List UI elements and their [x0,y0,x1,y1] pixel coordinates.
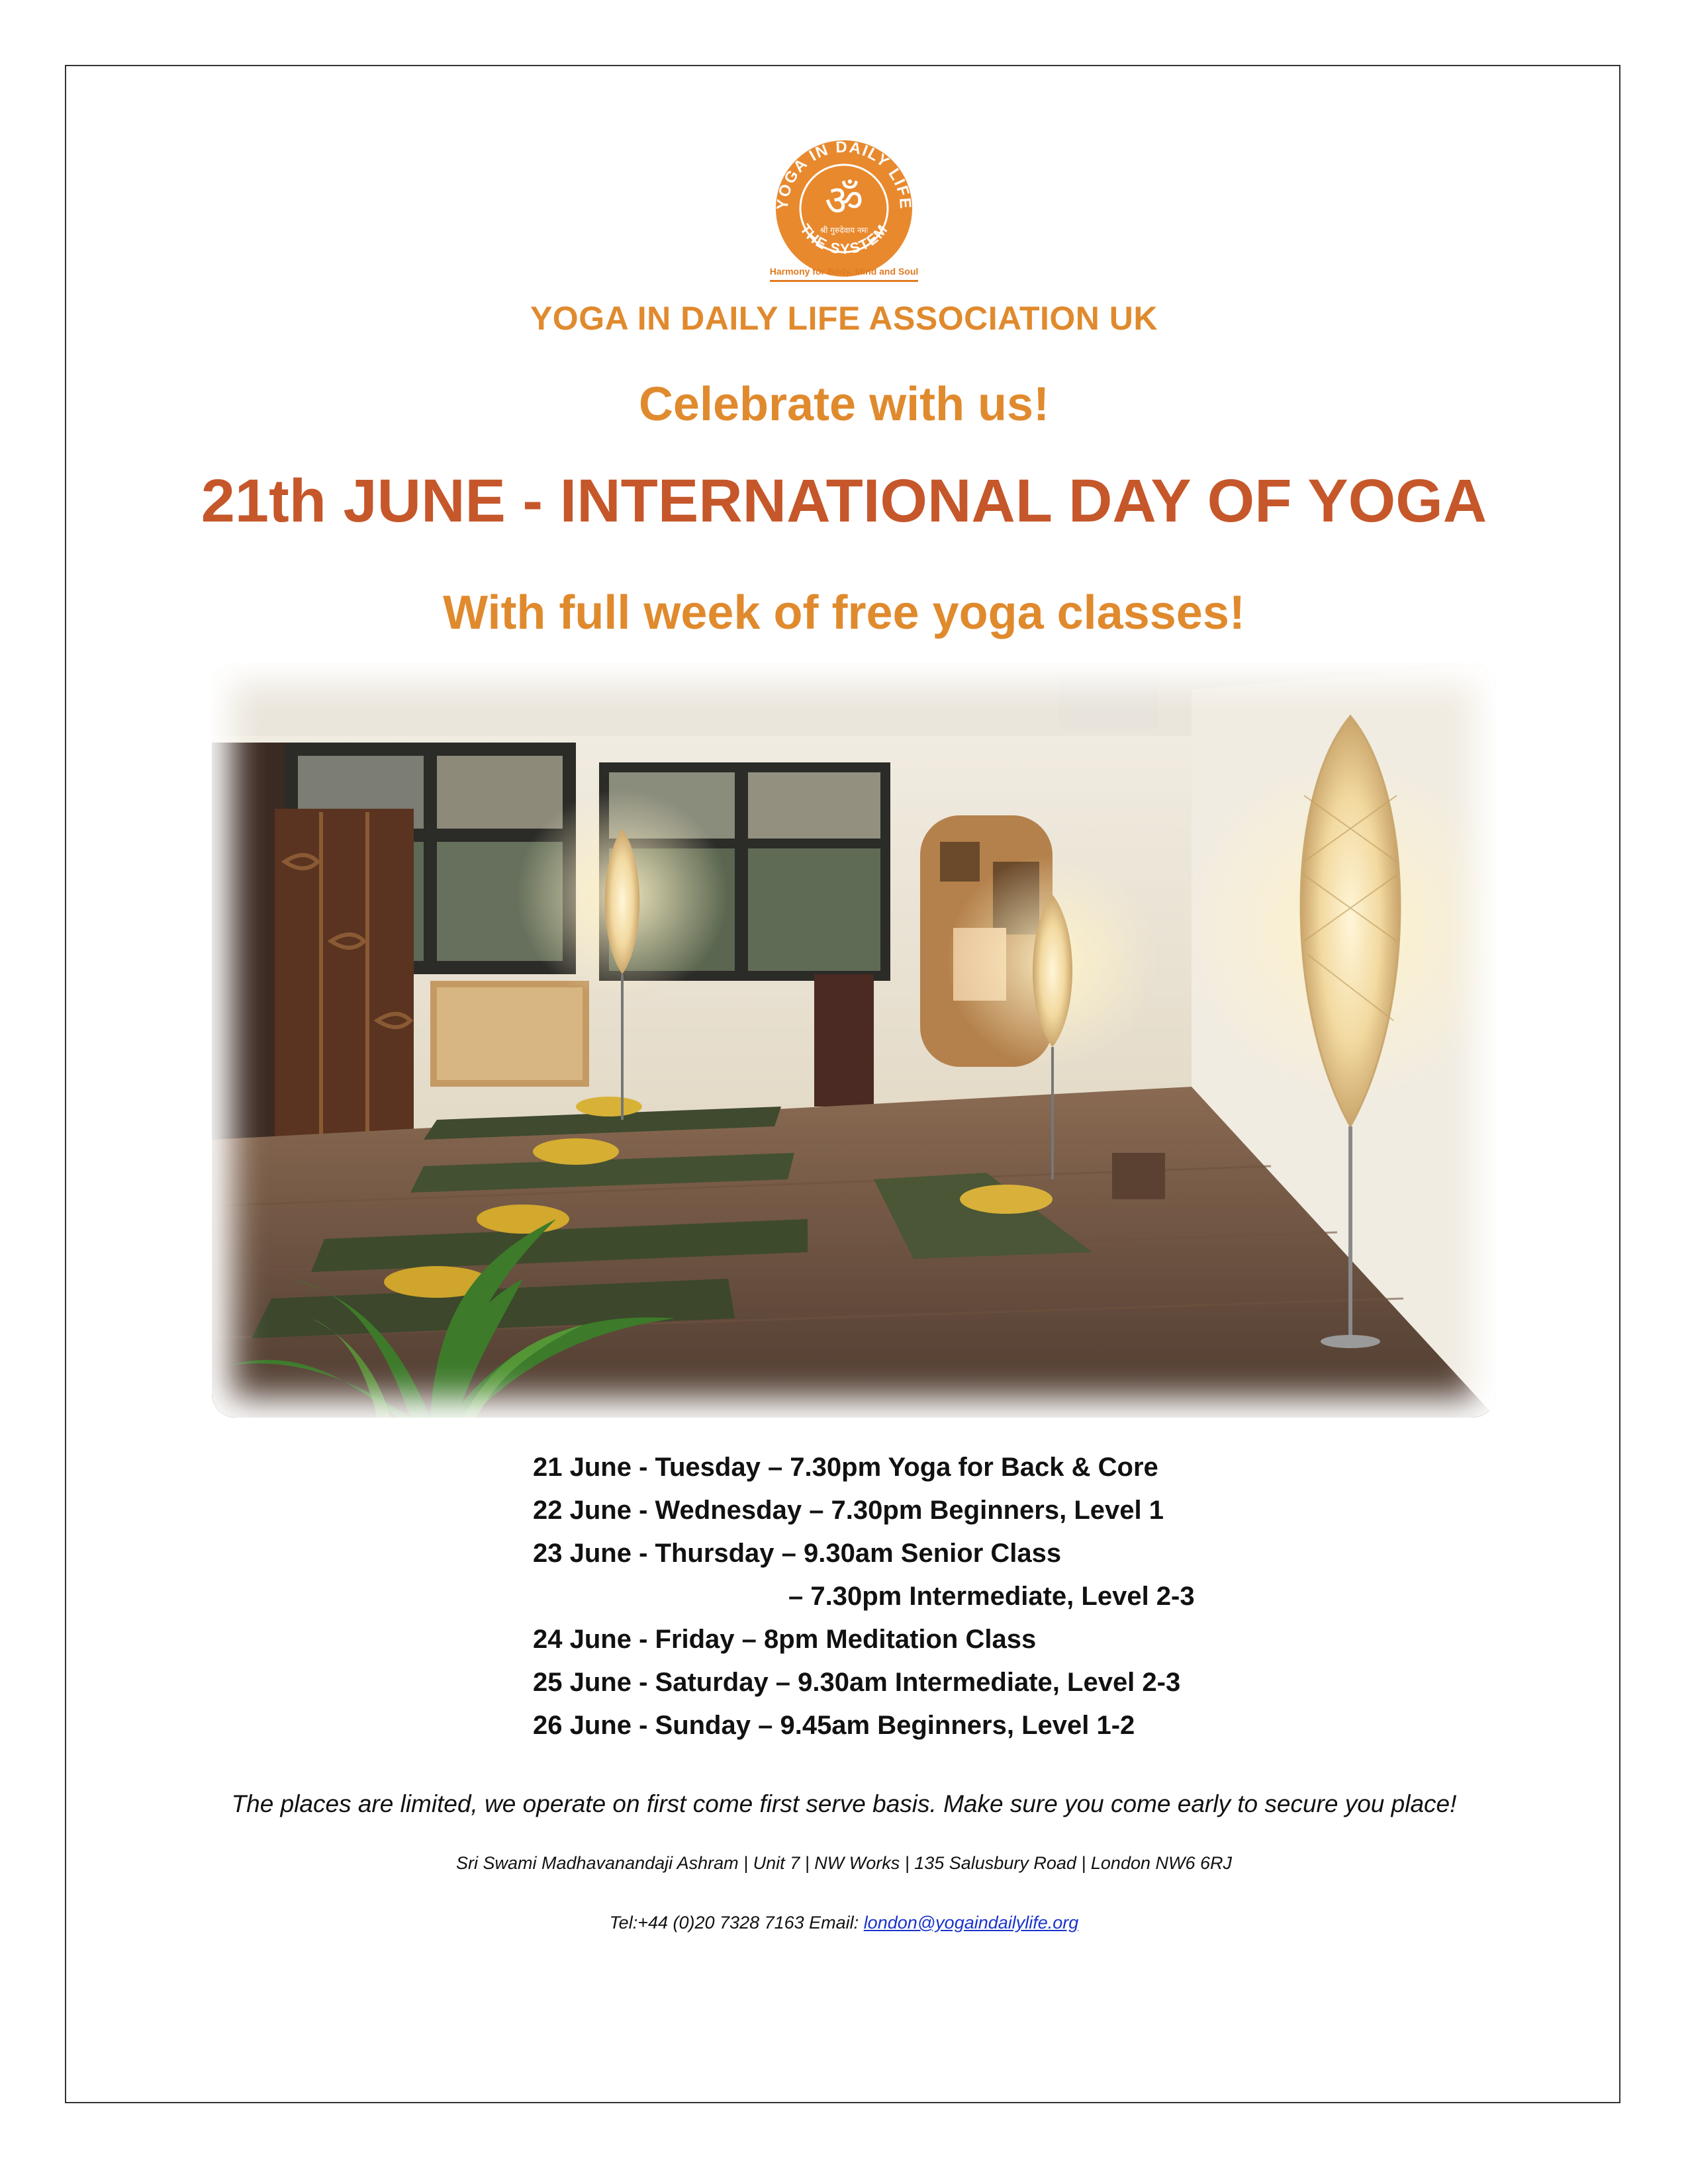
schedule-item: 22 June - Wednesday – 7.30pm Beginners, Level 1 [533,1496,1164,1525]
limited-places-notice: The places are limited, we operate on first come first serve basis. Make sure you come early to secure you place! [231,1790,1457,1817]
schedule-item: 25 June - Saturday – 9.30am Intermediate, Level 2-3 [533,1668,1181,1697]
logo-inner-script: श्री गुरुदेवाय नमः [820,226,868,235]
schedule-item: 24 June - Friday – 8pm Meditation Class [533,1625,1037,1654]
schedule-item: 21 June - Tuesday – 7.30pm Yoga for Back & Core [533,1453,1158,1482]
schedule-item: 26 June - Sunday – 9.45am Beginners, Level 1-2 [533,1711,1135,1740]
celebrate-heading: Celebrate with us! [638,378,1050,431]
yoga-in-daily-life-logo [768,132,920,285]
yoga-studio-photo [212,663,1496,1418]
ashram-address: Sri Swami Madhavanandaji Ashram | Unit 7 | NW Works | 135 Salusbury Road | London NW6 6RJ [455,1853,1233,1873]
email-link[interactable]: london@yogaindailylife.org [863,1913,1079,1933]
main-title: 21th JUNE - INTERNATIONAL DAY OF YOGA [201,467,1487,535]
telephone-text: Tel:+44 (0)20 7328 7163 Email: [609,1913,864,1933]
logo-ring-bottom-text: THE SYSTEM [796,220,892,257]
schedule-item: – 7.30pm Intermediate, Level 2-3 [788,1582,1195,1611]
logo-tagline: Harmony for Body, Mind and Soul [769,266,919,277]
subtitle: With full week of free yoga classes! [443,586,1245,639]
logo-underline [770,280,918,282]
class-schedule [533,1446,1327,1747]
logo-ring-top-text: YOGA IN DAILY LIFE [773,138,915,210]
contact-line [0,1913,1688,1933]
schedule-item: 23 June - Thursday – 9.30am Senior Class [533,1539,1062,1568]
organization-title: YOGA IN DAILY LIFE ASSOCIATION UK [530,300,1158,337]
om-symbol-icon: ॐ [824,177,864,226]
